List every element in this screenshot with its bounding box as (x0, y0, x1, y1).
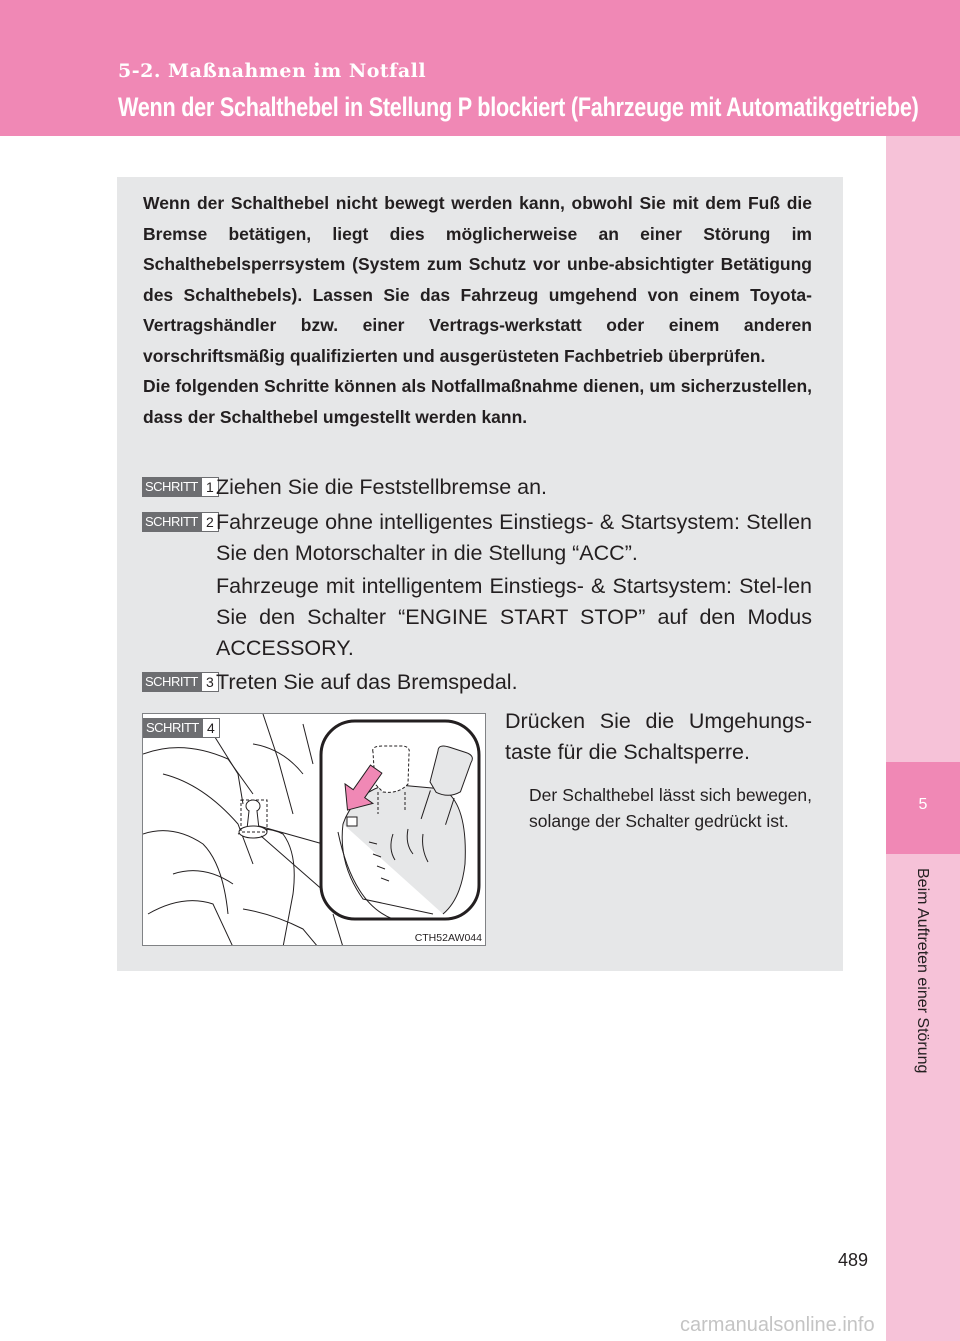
step-badge-number: 4 (202, 718, 220, 738)
page-title: Wenn der Schalthebel in Stellung P blockiert (Fahrzeuge mit Automatikgetriebe) (118, 92, 919, 122)
step-4-note: Der Schalthebel lässt sich bewegen, solange der Schalter gedrückt ist. (529, 785, 812, 831)
step-2-text-alt: Fahrzeuge mit intelligentem Einstiegs- & Startsystem: Stel-len Sie den Schalter “ENGINE START STOP” auf den Modus ACCESSORY. (216, 574, 812, 660)
figure-code: CTH52AW044 (414, 932, 482, 944)
page-number: 489 (838, 1250, 869, 1270)
intro-paragraph-2: Die folgenden Schritte können als Notfallmaßnahme dienen, um sicherzustellen, dass der Schalthebel umgestellt werden kann. (143, 376, 812, 427)
chapter-side-tab (886, 136, 960, 1341)
chapter-number-tab[interactable] (886, 762, 960, 854)
step-4-badge (143, 718, 220, 738)
shift-lever-illustration (142, 713, 486, 946)
step-4-text: Drücken Sie die Umgehungs-taste für die Schaltsperre. (505, 709, 812, 764)
step-badge-label: SCHRITT (142, 477, 201, 497)
step-badge-label: SCHRITT (142, 512, 201, 532)
step-badge-label: SCHRITT (143, 718, 202, 738)
step-badge-label: SCHRITT (142, 672, 201, 692)
shift-lever-drawing (143, 714, 486, 946)
intro-text (143, 188, 812, 432)
step-badge-number: 1 (201, 477, 219, 497)
chapter-number: 5 (918, 796, 928, 813)
watermark: carmanualsonline.info (680, 1314, 875, 1336)
chapter-title: Beim Auftreten einer Störung (914, 868, 931, 1074)
step-3-badge (142, 672, 219, 692)
step-2-text: Fahrzeuge ohne intelligentes Einstiegs- & Startsystem: Stellen Sie den Motorschalter in die Stellung “ACC”. (216, 510, 812, 565)
intro-paragraph-1: Wenn der Schalthebel nicht bewegt werden kann, obwohl Sie mit dem Fuß die Bremse betätigen, liegt dies möglicherweise an einer Störung im Schalthebelsperrsystem (System zum Schutz vor unbe-absichtigter Betätigung des Schalthebels). Lassen Sie das Fahrzeug umgehend von einem Toyota-Vertragshändler bzw. einer Vertrags-werkstatt oder einem anderen vorschriftsmäßig qualifizierten und ausgerüsteten Fachbetrieb überprüfen. (143, 193, 812, 366)
step-3-text: Treten Sie auf das Bremspedal. (216, 670, 518, 694)
page-header (0, 0, 960, 136)
step-badge-number: 2 (201, 512, 219, 532)
step-1-badge (142, 477, 219, 497)
step-2-badge (142, 512, 219, 532)
section-label: 5-2. Maßnahmen im Notfall (118, 60, 427, 82)
step-1-text: Ziehen Sie die Feststellbremse an. (216, 475, 548, 499)
step-badge-number: 3 (201, 672, 219, 692)
